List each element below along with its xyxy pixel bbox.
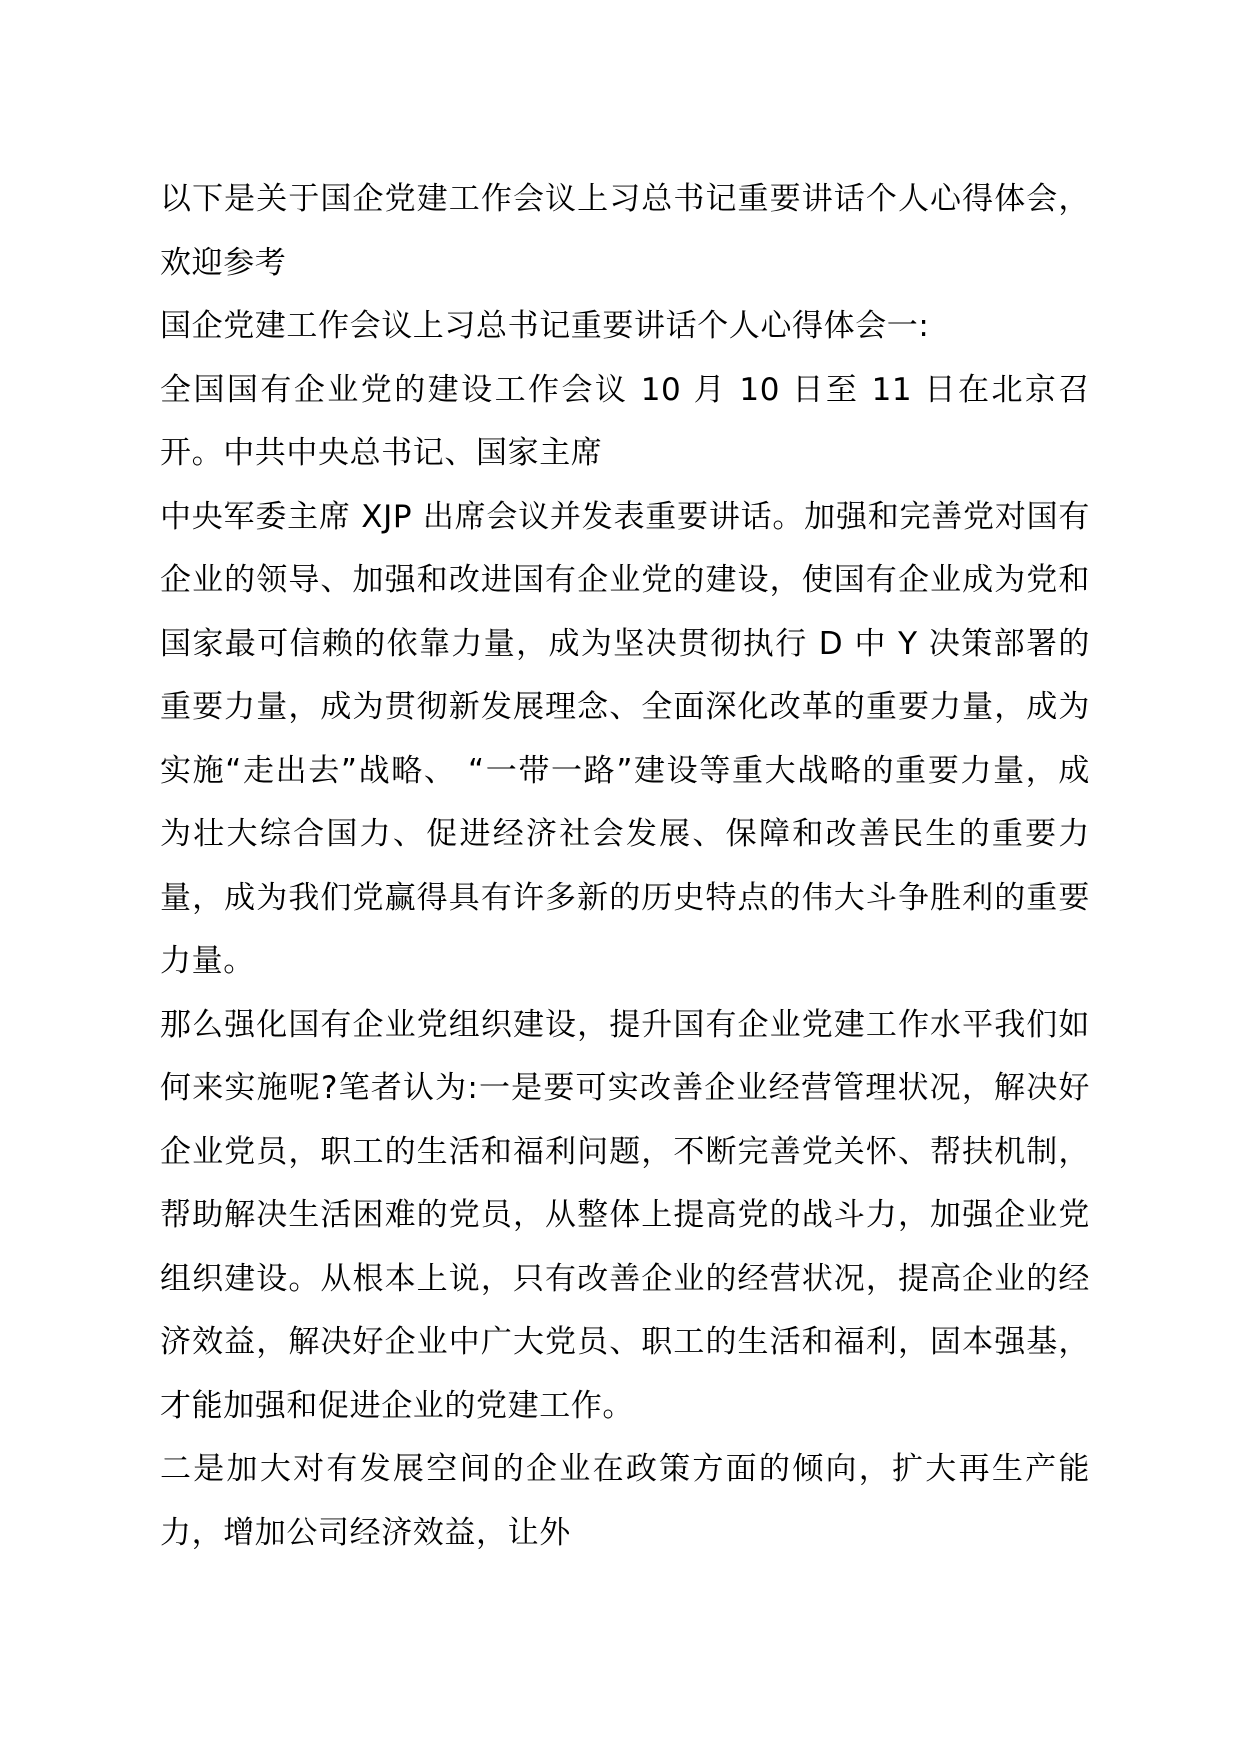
body-paragraph: 二是加大对有发展空间的企业在政策方面的倾向，扩大再生产能力，增加公司经济效益，让外 <box>160 1451 1090 1551</box>
section-heading: 国企党建工作会议上习总书记重要讲话个人心得体会一: <box>160 308 930 344</box>
body-paragraph: 那么强化国有企业党组织建设，提升国有企业党建工作水平我们如何来实施呢?笔者认为:一是要可实改善企业经营管理状况，解决好企业党员，职工的生活和福利问题，不断完善党关怀、帮扶机制，帮助解决生活困难的党员，从整体上提高党的战斗力，加强企业党组织建设。从根本上说，只有改善企业的经营状况，提高企业的经济效益，解决好企业中广大党员、职工的生活和福利，固本强基，才能加强和促进企业的党建工作。 <box>160 1006 1090 1424</box>
body-paragraph: 全国国有企业党的建设工作会议 10 月 10 日至 11 日在北京召开。中共中央总书记、国家主席 <box>160 371 1090 471</box>
intro-paragraph: 以下是关于国企党建工作会议上习总书记重要讲话个人心得体会，欢迎参考 <box>160 181 1090 281</box>
document-body <box>160 168 1090 1565</box>
body-paragraph: 中央军委主席 XJP 出席会议并发表重要讲话。加强和完善党对国有企业的领导、加强和改进国有企业党的建设，使国有企业成为党和国家最可信赖的依靠力量，成为坚决贯彻执行 D 中 Y 决策部署的重要力量，成为贯彻新发展理念、全面深化改革的重要力量，成为实施“走出去”战略、 “一带一路”建设等重大战略的重要力量，成为壮大综合国力、促进经济社会发展、保障和改善民生的重要力量，成为我们党赢得具有许多新的历史特点的伟大斗争胜利的重要力量。 <box>160 498 1090 979</box>
